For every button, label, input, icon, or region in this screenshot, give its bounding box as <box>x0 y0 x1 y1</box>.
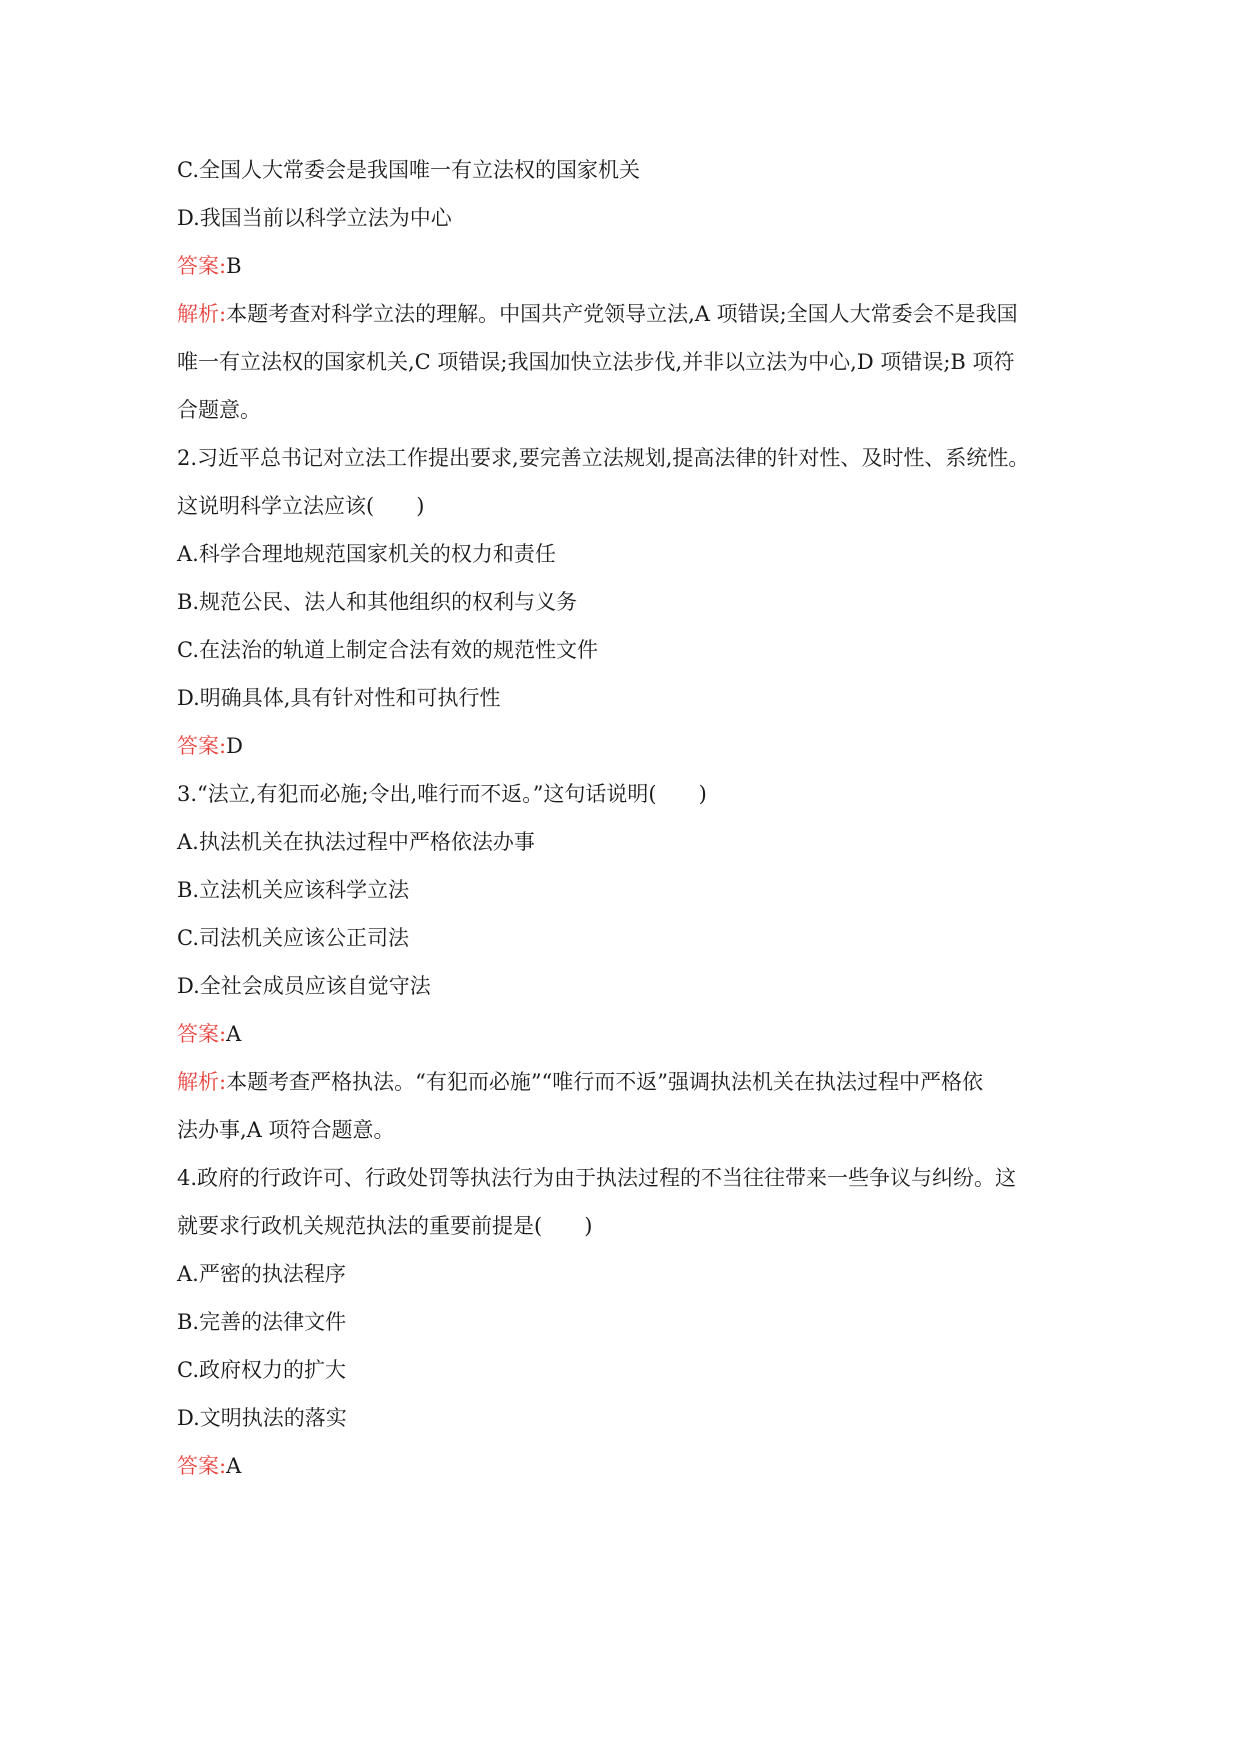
q1-answer <box>177 251 1077 281</box>
q3-analysis-line-1 <box>177 1067 1077 1097</box>
q2-option-a: A.科学合理地规范国家机关的权力和责任 <box>177 542 556 566</box>
q2-option-d: D.明确具体,具有针对性和可执行性 <box>177 686 501 710</box>
answer-label: 答案: <box>177 1022 227 1046</box>
q3-option-d: D.全社会成员应该自觉守法 <box>177 974 431 998</box>
q1-analysis-line-3: 合题意。 <box>177 398 261 422</box>
answer-label: 答案: <box>177 1454 227 1478</box>
analysis-text: 本题考查对科学立法的理解。中国共产党领导立法,A 项错误;全国人大常委会不是我国 <box>226 302 1018 326</box>
q4-option-b: B.完善的法律文件 <box>177 1310 347 1334</box>
answer-label: 答案: <box>177 254 227 278</box>
q1-option-d: D.我国当前以科学立法为中心 <box>177 206 452 230</box>
analysis-label: 解析: <box>177 302 227 326</box>
answer-value: A <box>226 1454 242 1478</box>
q1-analysis-line-2: 唯一有立法权的国家机关,C 项错误;我国加快立法步伐,并非以立法为中心,D 项错误;B 项符 <box>177 350 1015 374</box>
answer-value: D <box>226 734 243 758</box>
q2-stem-line-1: 2.习近平总书记对立法工作提出要求,要完善立法规划,提高法律的针对性、及时性、系统性。 <box>177 446 1030 470</box>
q4-option-a: A.严密的执法程序 <box>177 1262 346 1286</box>
q4-option-c: C.政府权力的扩大 <box>177 1358 346 1382</box>
q2-option-c: C.在法治的轨道上制定合法有效的规范性文件 <box>177 638 598 662</box>
answer-label: 答案: <box>177 734 227 758</box>
q1-analysis-line-1 <box>177 299 1077 329</box>
q3-stem: 3.“法立,有犯而必施;令出,唯行而不返。”这句话说明( ) <box>177 782 707 806</box>
analysis-label: 解析: <box>177 1070 227 1094</box>
q3-option-a: A.执法机关在执法过程中严格依法办事 <box>177 830 535 854</box>
q3-answer <box>177 1019 1077 1049</box>
q4-answer <box>177 1451 1077 1481</box>
q2-stem-line-2: 这说明科学立法应该( ) <box>177 494 425 518</box>
document-page <box>177 155 1077 1499</box>
q4-stem-line-2: 就要求行政机关规范执法的重要前提是( ) <box>177 1214 593 1238</box>
q2-answer <box>177 731 1077 761</box>
q3-analysis-line-2: 法办事,A 项符合题意。 <box>177 1118 395 1142</box>
q4-stem-line-1: 4.政府的行政许可、行政处罚等执法行为由于执法过程的不当往往带来一些争议与纠纷。这 <box>177 1166 1017 1190</box>
q4-option-d: D.文明执法的落实 <box>177 1406 347 1430</box>
q3-option-b: B.立法机关应该科学立法 <box>177 878 410 902</box>
analysis-text: 本题考查严格执法。“有犯而必施”“唯行而不返”强调执法机关在执法过程中严格依 <box>226 1070 984 1094</box>
q1-option-c: C.全国人大常委会是我国唯一有立法权的国家机关 <box>177 158 640 182</box>
answer-value: A <box>226 1022 242 1046</box>
answer-value: B <box>226 254 242 278</box>
q3-option-c: C.司法机关应该公正司法 <box>177 926 409 950</box>
q2-option-b: B.规范公民、法人和其他组织的权利与义务 <box>177 590 578 614</box>
